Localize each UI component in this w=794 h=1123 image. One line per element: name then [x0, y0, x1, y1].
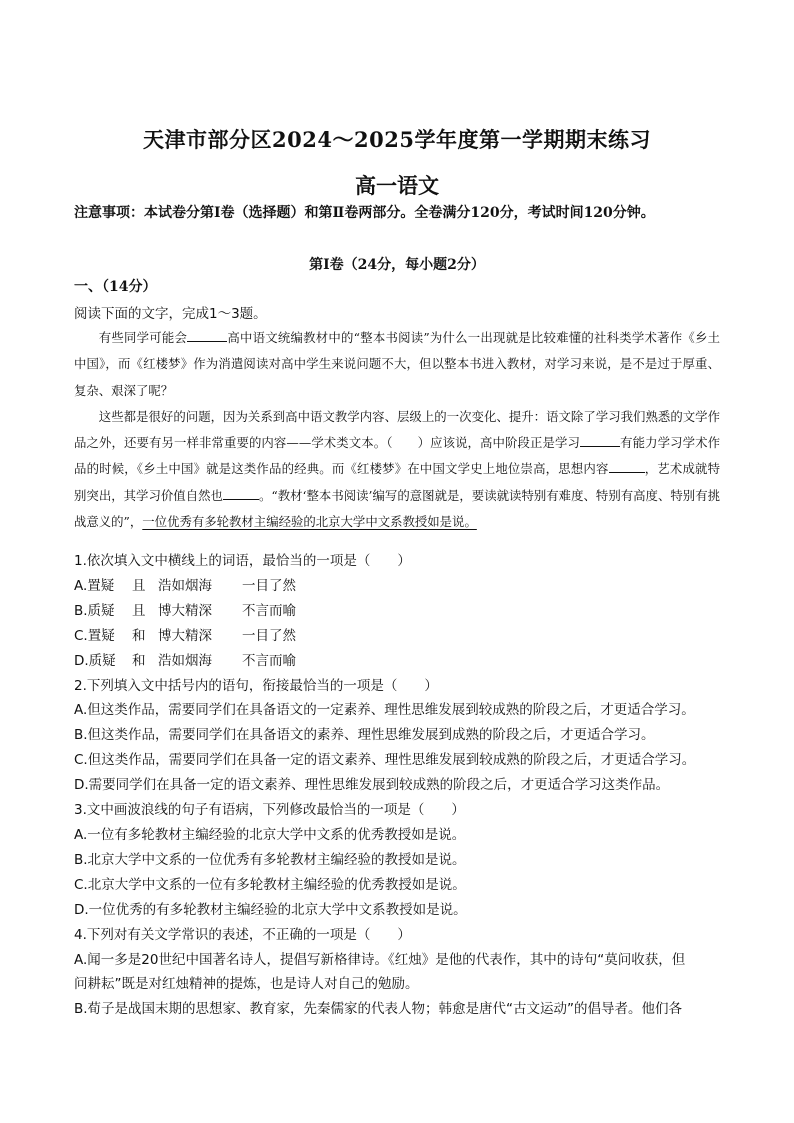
passage-text: 有能力学习学术作品的时候，《乡土中国》就是这类作品的经典。而《红楼梦》在中国文学史上地位崇高，思想内容 — [74, 435, 720, 477]
q1-option-c — [74, 624, 728, 649]
fill-blank — [609, 460, 645, 473]
q2-option-c: C.但这类作品，需要同学们在具备一定的语文素养、理性思维发展到较成熟的阶段之后，才更适合学习。 — [74, 752, 696, 769]
exam-subject: 高一语文 — [355, 173, 439, 198]
fill-blank — [187, 329, 227, 342]
q1-option-d — [74, 649, 728, 674]
passage-text: ，艺术成就特别突出，其学习价值自然也 — [74, 461, 720, 503]
section-heading: 一、（14分） — [74, 279, 157, 295]
option-word: 博大精深 — [158, 627, 212, 644]
option-word: 一目了然 — [242, 577, 296, 594]
passage-paragraph-1 — [74, 325, 720, 404]
question-4-stem: 4.下列对有关文学常识的表述，不正确的一项是（ ） — [74, 926, 411, 943]
q1-option-a — [74, 574, 728, 599]
reading-passage — [74, 325, 720, 535]
option-word: 一目了然 — [242, 627, 296, 644]
option-word: B.质疑 — [74, 602, 115, 619]
question-1-stem: 1.依次填入文中横线上的词语，最恰当的一项是（ ） — [74, 553, 411, 569]
passage-text: 。“教材‘整本书阅读’编写的意图就是，要读就读特别有难度、特别有高度、特别有挑战意义的”， — [74, 487, 720, 530]
q3-option-d: D.一位优秀的有多轮教材主编经验的北京大学中文系教授如是说。 — [74, 901, 467, 918]
q4-option-a-line-1: A.闻一多是20世纪中国著名诗人，提倡写新格律诗。《红烛》是他的代表作，其中的诗句“莫问收获，但 — [74, 951, 686, 968]
q1-option-b — [74, 599, 728, 624]
q2-option-a: A.但这类作品，需要同学们在具备语文的一定素养、理性思维发展到较成熟的阶段之后，才更适合学习。 — [74, 702, 695, 719]
question-list — [74, 549, 728, 1022]
option-word: 不言而喻 — [242, 602, 296, 619]
q4-option-a-line-2: 问耕耘”既是对红烛精神的提炼，也是诗人对自己的勉励。 — [74, 976, 419, 993]
passage-text: 这些都是很好的问题，因为关系到高中语文教学内容、层级上的一次变化、提升：语文除了学习我们熟悉的文学作品之外，还要有另一样非常重要的内容——学术类文本。（ ）应该说，高中阶段正是学习 — [74, 408, 720, 451]
option-word: D.质疑 — [74, 652, 116, 669]
passage-text: 有些同学可能会 — [98, 330, 188, 345]
option-word: C.置疑 — [74, 627, 115, 644]
passage-paragraph-2 — [74, 404, 720, 535]
fill-blank — [223, 487, 259, 500]
q3-option-c: C.北京大学中文系的一位有多轮教材主编经验的优秀教授如是说。 — [74, 876, 466, 893]
option-word: A.置疑 — [74, 577, 115, 594]
q2-option-d: D.需要同学们在具备一定的语文素养、理性思维发展到较成熟的阶段之后，才更适合学习这类作品。 — [74, 777, 670, 794]
q4-option-b: B.荀子是战国末期的思想家、教育家，先秦儒家的代表人物；韩愈是唐代“古文运动”的倡导者。他们各 — [74, 1001, 683, 1018]
reading-instruction: 阅读下面的文字，完成1～3题。 — [74, 306, 267, 322]
volume-heading: 第Ⅰ卷（24分，每小题2分） — [309, 257, 485, 273]
exam-title: 天津市部分区2024～2025学年度第一学期期末练习 — [143, 127, 651, 152]
wavy-underlined-sentence: 一位优秀有多轮教材主编经验的北京大学中文系教授如是说。 — [142, 514, 477, 530]
q2-option-b: B.但这类作品，需要同学们在具备语文的素养、理性思维发展到成熟的阶段之后，才更适合学习。 — [74, 727, 655, 744]
option-word: 且 — [132, 577, 146, 594]
option-word: 和 — [132, 652, 146, 669]
question-3-stem: 3.文中画波浪线的句子有语病，下列修改最恰当的一项是（ ） — [74, 802, 465, 819]
option-word: 不言而喻 — [242, 652, 296, 669]
fill-blank — [580, 434, 620, 447]
q3-option-a: A.一位有多轮教材主编经验的北京大学中文系的优秀教授如是说。 — [74, 826, 466, 843]
notice-text: 注意事项：本试卷分第Ⅰ卷（选择题）和第Ⅱ卷两部分。全卷满分120分，考试时间120分钟。 — [74, 205, 655, 221]
q3-option-b: B.北京大学中文系的一位优秀有多轮教材主编经验的教授如是说。 — [74, 851, 466, 868]
option-word: 博大精深 — [158, 602, 212, 619]
option-word: 且 — [132, 602, 146, 619]
option-word: 和 — [132, 627, 146, 644]
question-2-stem: 2.下列填入文中括号内的语句，衔接最恰当的一项是（ ） — [74, 677, 438, 694]
option-word: 浩如烟海 — [158, 577, 212, 594]
option-word: 浩如烟海 — [158, 652, 212, 669]
passage-text: 高中语文统编教材中的“整本书阅读”为什么一出现就是比较难懂的社科类学术著作《乡土中国》，而《红楼梦》作为消遣阅读对高中学生来说问题不大，但以整本书进入教材，对学习来说，是不是过于厚重、复杂、艰深了呢？ — [74, 330, 721, 398]
